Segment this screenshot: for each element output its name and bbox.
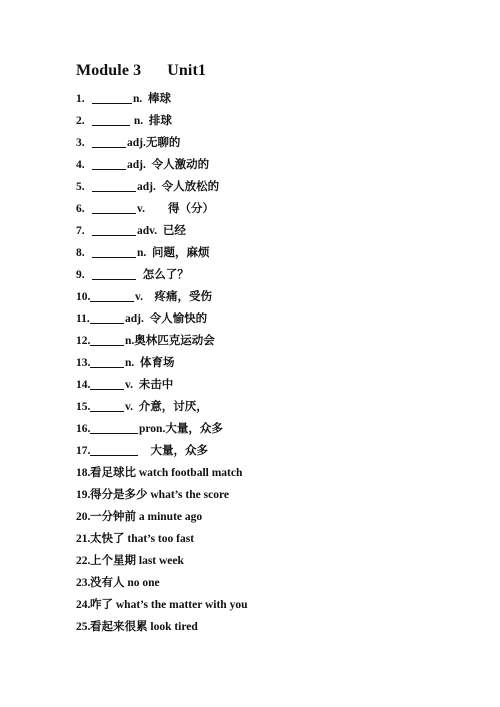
item-number: 19. xyxy=(76,489,91,501)
vocab-item xyxy=(76,198,476,220)
item-text: v. 未击中 xyxy=(125,379,174,391)
vocab-item xyxy=(76,110,476,132)
vocab-item xyxy=(76,352,476,374)
vocab-item xyxy=(76,132,476,154)
item-number: 21. xyxy=(76,533,91,545)
answer-blank xyxy=(92,177,136,192)
item-text: v. 疼痛，受伤 xyxy=(135,291,212,303)
answer-blank xyxy=(92,221,136,236)
answer-blank xyxy=(92,199,136,214)
vocab-item xyxy=(76,616,476,638)
answer-blank xyxy=(90,331,124,346)
answer-blank xyxy=(90,353,124,368)
item-text: 看起来很累 look tired xyxy=(90,621,198,633)
answer-blank xyxy=(92,133,126,148)
item-number: 18. xyxy=(76,467,91,479)
answer-blank xyxy=(92,155,126,170)
vocab-item xyxy=(76,220,476,242)
vocab-item xyxy=(76,550,476,572)
item-text: n. 体育场 xyxy=(125,357,175,369)
item-number: 15. xyxy=(76,401,91,413)
item-number: 14. xyxy=(76,379,91,391)
item-number: 8. xyxy=(76,247,85,259)
answer-blank xyxy=(90,397,124,412)
item-number: 7. xyxy=(76,225,85,237)
item-text: 怎么了？ xyxy=(137,269,189,281)
vocab-item xyxy=(76,242,476,264)
item-text: adj.无聊的 xyxy=(127,137,181,149)
item-text: 咋了 what’s the matter with you xyxy=(90,599,248,611)
item-text: v. 得（分） xyxy=(137,203,214,215)
item-number: 1. xyxy=(76,93,85,105)
item-text: adv. 已经 xyxy=(137,225,186,237)
page-title xyxy=(76,62,206,80)
item-text: n. 问题，麻烦 xyxy=(137,247,210,259)
item-text: 上个星期 last week xyxy=(90,555,184,567)
vocab-item xyxy=(76,528,476,550)
item-text: 大量，众多 xyxy=(139,445,208,457)
item-number: 2. xyxy=(76,115,85,127)
item-number: 22. xyxy=(76,555,91,567)
item-number: 6. xyxy=(76,203,85,215)
item-text: n. 排球 xyxy=(131,115,172,127)
vocab-item xyxy=(76,440,476,462)
item-text: 太快了 that’s too fast xyxy=(90,533,195,545)
module-label: Module 3 xyxy=(76,62,142,79)
item-number: 11. xyxy=(76,313,90,325)
vocab-item xyxy=(76,286,476,308)
vocab-item xyxy=(76,154,476,176)
vocab-item xyxy=(76,264,476,286)
item-number: 4. xyxy=(76,159,85,171)
answer-blank xyxy=(90,441,138,456)
item-number: 16. xyxy=(76,423,91,435)
vocab-item xyxy=(76,308,476,330)
answer-blank xyxy=(92,111,130,126)
unit-label: Unit1 xyxy=(167,62,206,79)
vocab-item xyxy=(76,330,476,352)
item-number: 3. xyxy=(76,137,85,149)
vocab-item xyxy=(76,396,476,418)
item-number: 12. xyxy=(76,335,91,347)
item-text: 一分钟前 a minute ago xyxy=(90,511,203,523)
item-number: 10. xyxy=(76,291,91,303)
item-number: 9. xyxy=(76,269,85,281)
vocab-item xyxy=(76,594,476,616)
item-text: 看足球比 watch football match xyxy=(90,467,243,479)
answer-blank xyxy=(92,243,136,258)
vocab-item xyxy=(76,462,476,484)
item-text: n. 棒球 xyxy=(133,93,172,105)
item-number: 25. xyxy=(76,621,91,633)
item-text: v. 介意，讨厌， xyxy=(125,401,208,413)
vocab-item xyxy=(76,374,476,396)
answer-blank xyxy=(92,265,136,280)
item-text: n.奥林匹克运动会 xyxy=(125,335,215,347)
item-text: pron.大量，众多 xyxy=(139,423,223,435)
item-text: 得分是多少 what’s the score xyxy=(90,489,229,501)
answer-blank xyxy=(90,287,134,302)
vocab-item xyxy=(76,506,476,528)
item-number: 20. xyxy=(76,511,91,523)
answer-blank xyxy=(90,309,124,324)
item-number: 23. xyxy=(76,577,91,589)
item-number: 13. xyxy=(76,357,91,369)
item-number: 24. xyxy=(76,599,91,611)
item-text: adj. 令人放松的 xyxy=(137,181,220,193)
item-text: 没有人 no one xyxy=(90,577,160,589)
vocabulary-list xyxy=(76,88,476,638)
answer-blank xyxy=(92,89,132,104)
vocab-item xyxy=(76,418,476,440)
item-text: adj. 令人愉快的 xyxy=(125,313,208,325)
item-number: 5. xyxy=(76,181,85,193)
vocab-item xyxy=(76,572,476,594)
vocab-item xyxy=(76,176,476,198)
item-text: adj. 令人激动的 xyxy=(127,159,210,171)
item-number: 17. xyxy=(76,445,91,457)
answer-blank xyxy=(90,419,138,434)
vocab-item xyxy=(76,484,476,506)
answer-blank xyxy=(90,375,124,390)
vocab-item xyxy=(76,88,476,110)
